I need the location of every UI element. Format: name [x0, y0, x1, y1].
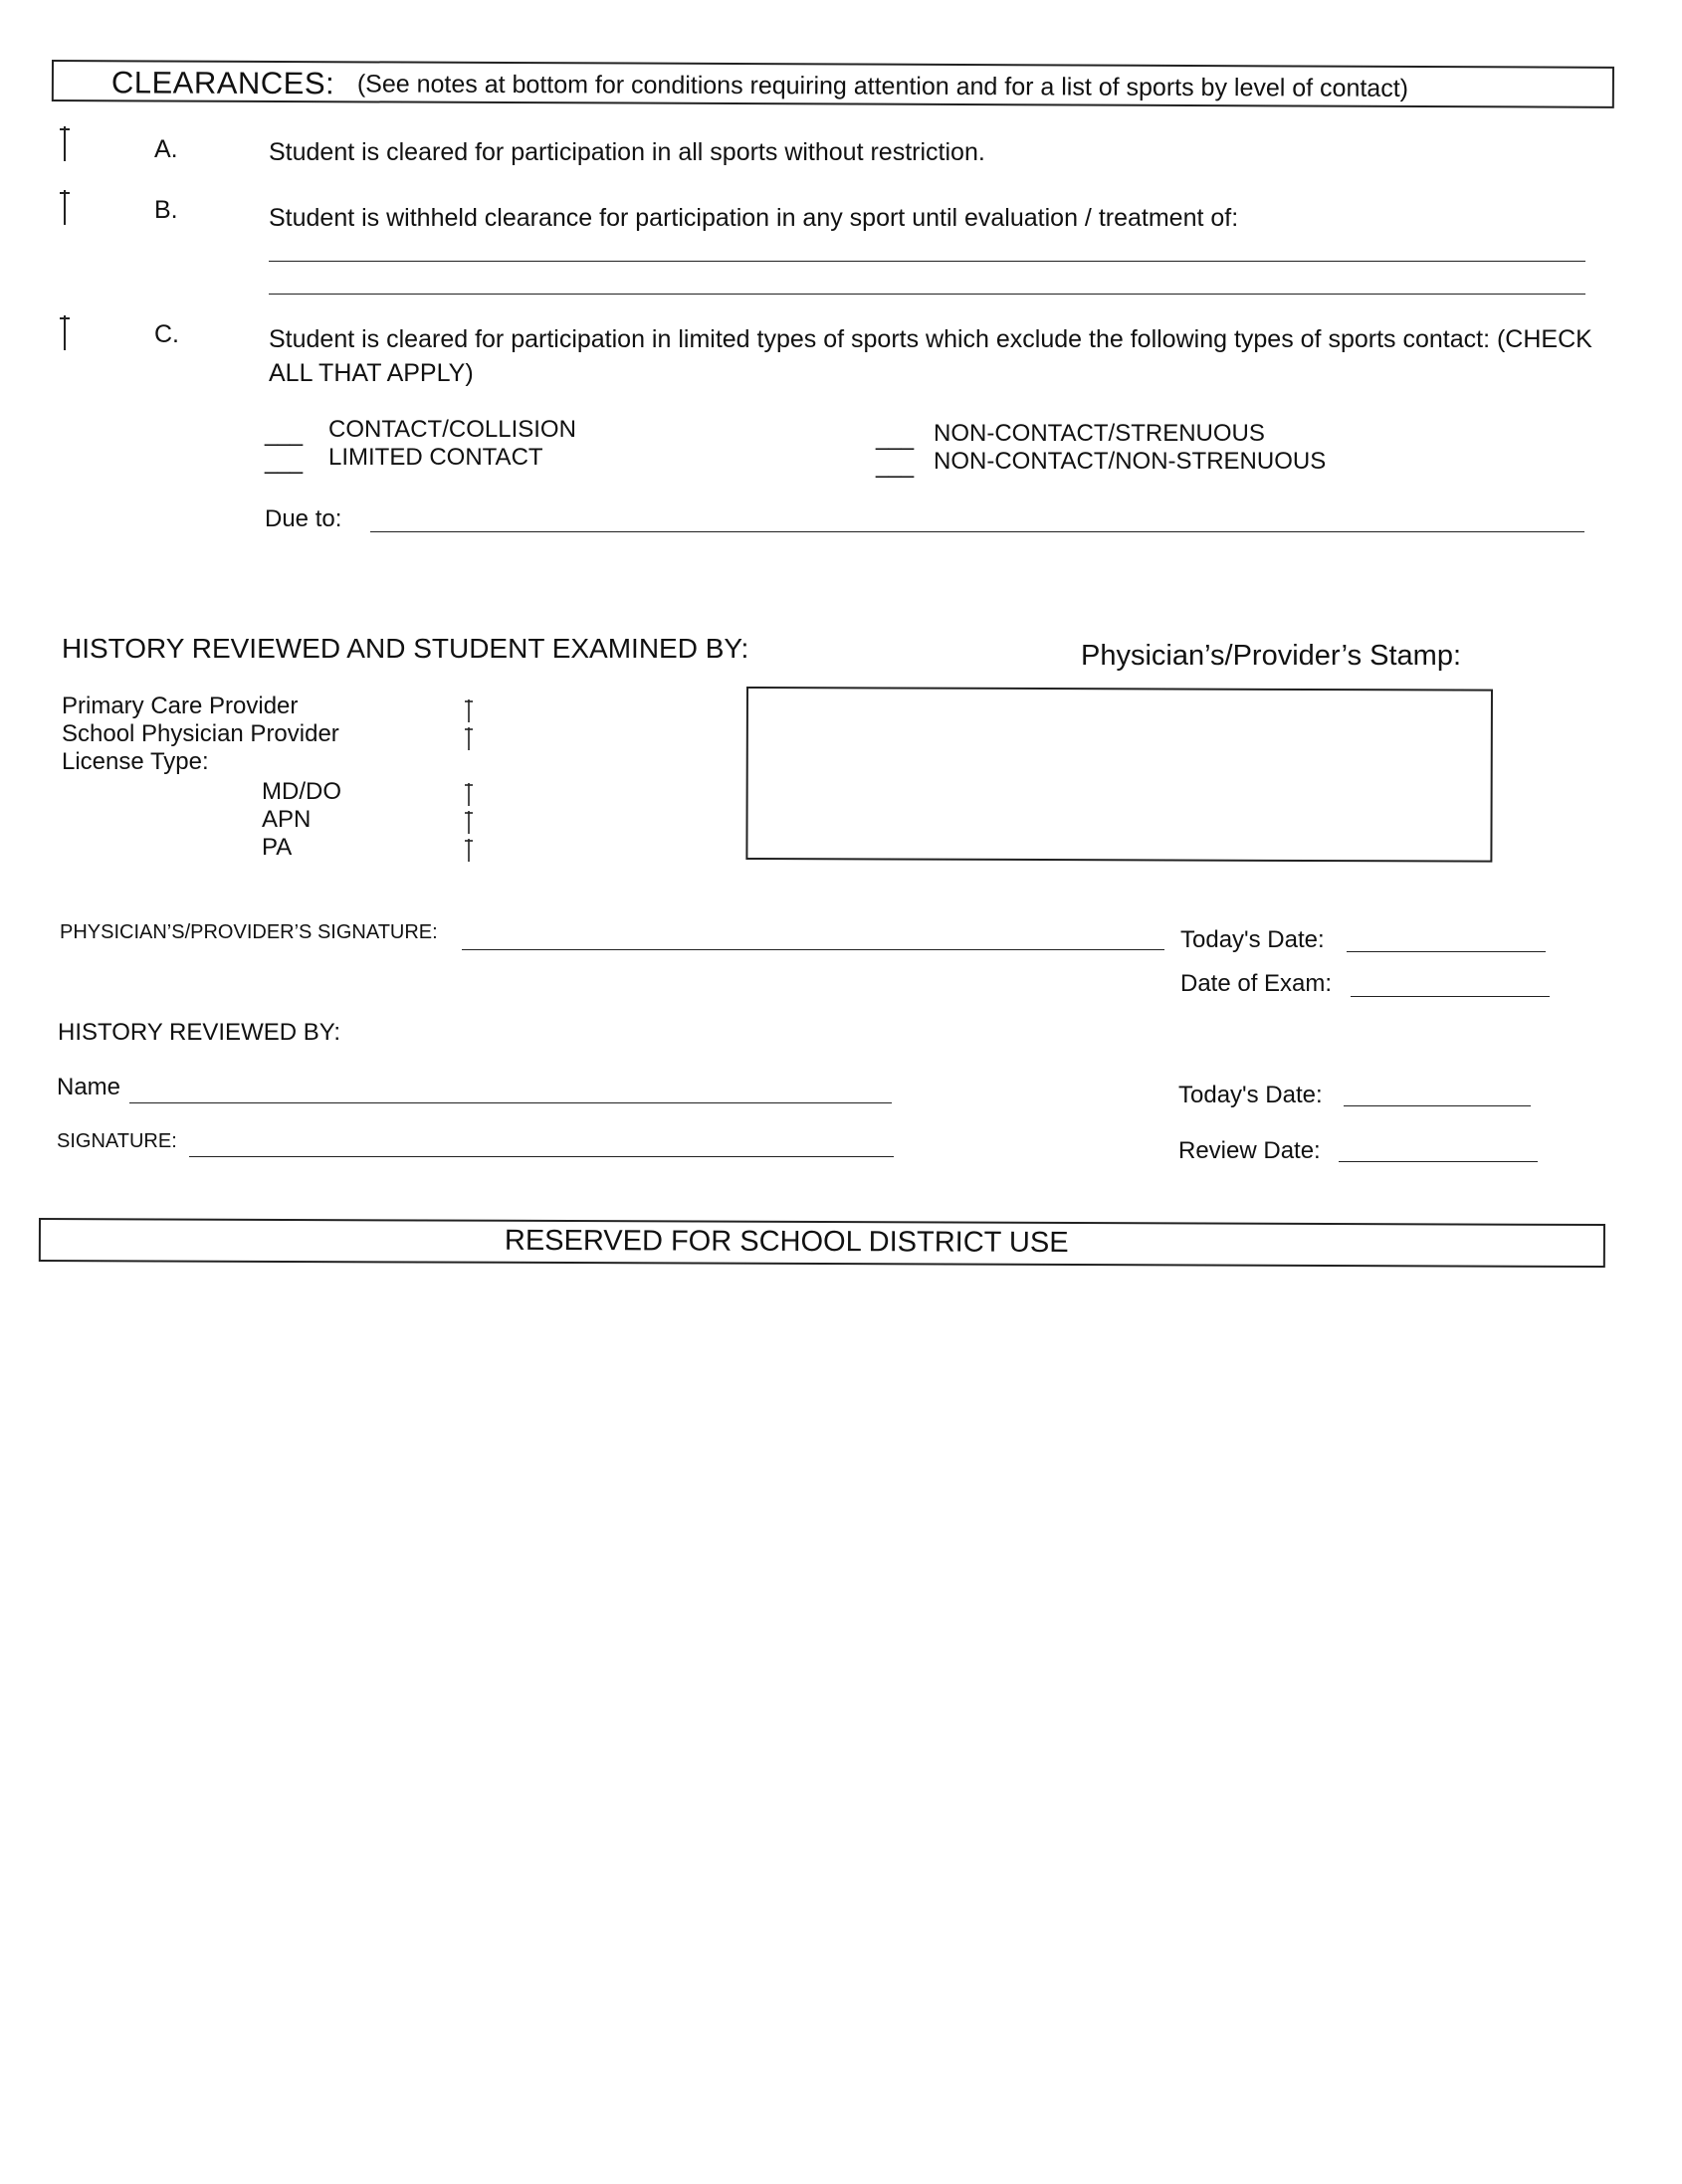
due-to-line[interactable]: [370, 531, 1584, 532]
non-contact-non-strenuous-blank[interactable]: ___: [876, 452, 914, 479]
license-pa-label: PA: [262, 834, 293, 861]
option-b-letter: B.: [154, 196, 178, 224]
review-date-label: Review Date:: [1178, 1137, 1321, 1164]
license-type-label: License Type:: [62, 748, 209, 775]
option-a-text: Student is cleared for participation in all sports without restriction.: [269, 138, 985, 166]
md-do-checkbox[interactable]: [462, 782, 476, 808]
school-physician-checkbox[interactable]: [462, 726, 476, 752]
history-heading: HISTORY REVIEWED BY:: [58, 1019, 341, 1046]
primary-care-provider-label: Primary Care Provider: [62, 693, 299, 719]
clearances-note: (See notes at bottom for conditions requiring attention and for a list of sports by level of contact): [356, 70, 1409, 102]
exam-heading: HISTORY REVIEWED AND STUDENT EXAMINED BY:: [62, 633, 749, 664]
history-signature-line[interactable]: [189, 1156, 894, 1157]
option-b-text: Student is withheld clearance for participation in any sport until evaluation / treatment of:: [269, 204, 1239, 232]
non-contact-strenuous-label: NON-CONTACT/STRENUOUS: [934, 420, 1265, 447]
contact-collision-blank[interactable]: ___: [265, 420, 303, 447]
physician-signature-line[interactable]: [462, 949, 1164, 950]
review-date-line[interactable]: [1339, 1161, 1538, 1162]
history-todays-date-label: Today's Date:: [1178, 1082, 1323, 1108]
option-a-checkbox[interactable]: [58, 125, 72, 161]
date-of-exam-line[interactable]: [1351, 996, 1550, 997]
license-md-do-label: MD/DO: [262, 778, 341, 805]
history-signature-label: SIGNATURE:: [57, 1130, 177, 1152]
license-apn-label: APN: [262, 806, 312, 833]
option-b-checkbox[interactable]: [58, 189, 72, 225]
non-contact-non-strenuous-label: NON-CONTACT/NON-STRENUOUS: [934, 448, 1327, 475]
limited-contact-blank[interactable]: ___: [265, 448, 303, 475]
physician-signature-label: PHYSICIAN’S/PROVIDER’S SIGNATURE:: [60, 921, 438, 943]
option-b-line-2[interactable]: [269, 294, 1585, 295]
history-todays-date-line[interactable]: [1344, 1105, 1531, 1106]
stamp-label: Physician’s/Provider’s Stamp:: [1081, 640, 1461, 672]
history-name-label: Name: [57, 1074, 121, 1100]
apn-checkbox[interactable]: [462, 810, 476, 836]
non-contact-strenuous-blank[interactable]: ___: [876, 424, 914, 451]
option-b-line-1[interactable]: [269, 261, 1585, 262]
exam-todays-date-label: Today's Date:: [1180, 926, 1325, 953]
primary-care-checkbox[interactable]: [462, 698, 476, 724]
reserved-box: [39, 1218, 1605, 1268]
exam-todays-date-line[interactable]: [1347, 951, 1546, 952]
school-physician-provider-label: School Physician Provider: [62, 720, 339, 747]
limited-contact-label: LIMITED CONTACT: [328, 444, 543, 471]
clearances-header-box: [52, 60, 1614, 108]
provider-stamp-box: [745, 687, 1493, 863]
option-a-letter: A.: [154, 135, 178, 163]
option-c-checkbox[interactable]: [58, 314, 72, 350]
clearances-title: CLEARANCES:: [110, 65, 335, 101]
option-c-letter: C.: [154, 320, 179, 348]
date-of-exam-label: Date of Exam:: [1180, 970, 1333, 997]
due-to-label: Due to:: [265, 505, 342, 532]
pa-checkbox[interactable]: [462, 838, 476, 864]
reserved-label: RESERVED FOR SCHOOL DISTRICT USE: [504, 1224, 1069, 1259]
option-c-text: Student is cleared for participation in limited types of sports which exclude the following types of sports contact: (CHECK ALL THAT APPLY): [269, 325, 1592, 387]
history-name-line[interactable]: [129, 1102, 892, 1103]
contact-collision-label: CONTACT/COLLISION: [328, 416, 576, 443]
